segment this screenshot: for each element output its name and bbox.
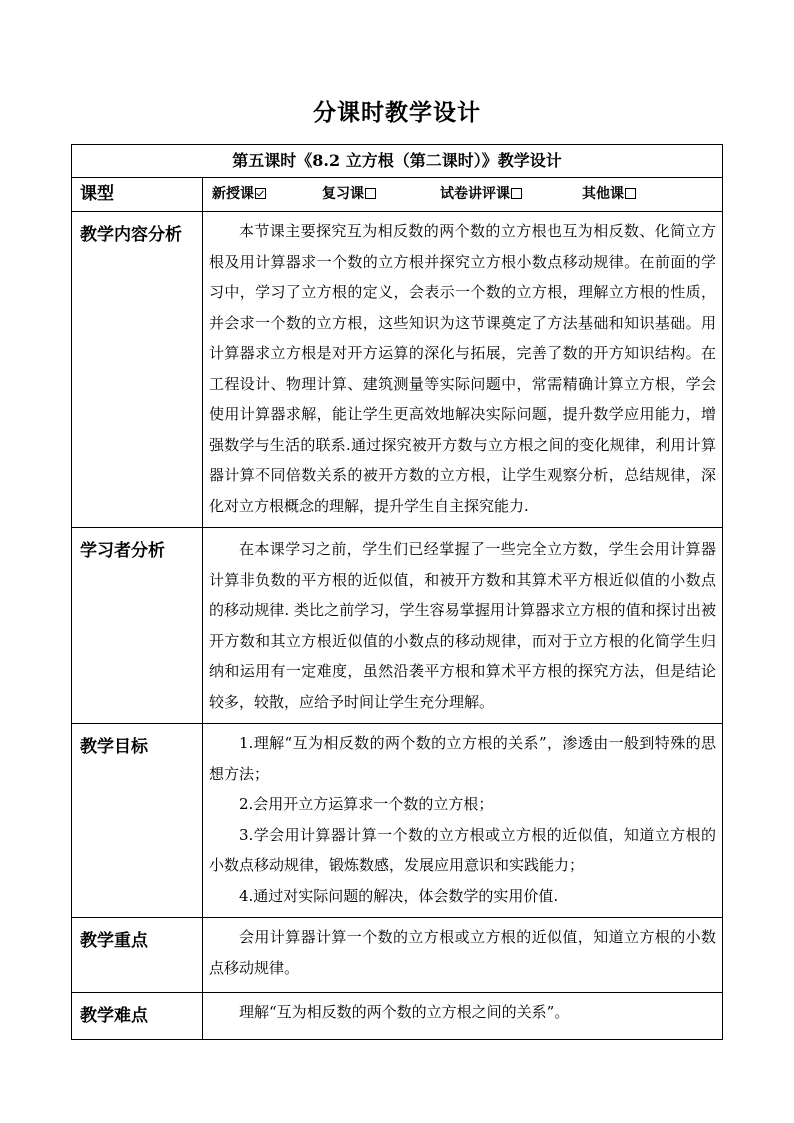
learner-analysis-label: 学习者分析	[72, 528, 203, 724]
lesson-type-option-new[interactable]: 新授课	[212, 178, 322, 211]
objective-item: 1.理解“互为相反数的两个数的立方根的关系”，渗透由一般到特殊的思想方法；	[209, 734, 716, 783]
lesson-heading: 第五课时《8.2 立方根（第二课时）》教学设计	[72, 145, 723, 178]
lesson-type-options	[203, 178, 722, 211]
difficulties-label: 教学难点	[72, 993, 203, 1040]
key-points-text: 会用计算器计算一个数的立方根或立方根的近似值，知道立方根的小数点移动规律。	[209, 928, 716, 977]
content-analysis-row	[72, 212, 723, 528]
content-analysis-text: 本节课主要探究互为相反数的两个数的立方根也互为相反数、化简立方根及用计算器求一个数的立方根并探究立方根小数点移动规律。在前面的学习中，学习了立方根的定义，会表示一个数的立方根，理解立方根的性质，并会求一个数的立方根，这些知识为这节课奠定了方法基础和知识基础。用计算器求立方根是对开方运算的深化与拓展，完善了数的开方知识结构。在工程设计、物理计算、建筑测量等实际问题中，常需精确计算立方根，学会使用计算器求解，能让学生更高效地解决实际问题，提升数学应用能力，增强数学与生活的联系.通过探究被开方数与立方根之间的变化规律，利用计算器计算不同倍数关系的被开方数的立方根，让学生观察分析，总结规律，深化对立方根概念的理解，提升学生自主探究能力.	[209, 222, 716, 515]
objective-item: 4.通过对实际问题的解决，体会数学的实用价值.	[239, 886, 559, 905]
checkbox-icon[interactable]	[365, 188, 376, 199]
key-points-label: 教学重点	[72, 918, 203, 993]
checked-checkbox-icon[interactable]	[255, 188, 266, 199]
learner-analysis-row	[72, 528, 723, 724]
lesson-type-option-exam-review[interactable]: 试卷讲评课	[440, 178, 582, 211]
difficulties-text: 理解“互为相反数的两个数的立方根之间的关系”。	[239, 1003, 570, 1021]
key-points-row	[72, 918, 723, 993]
content-analysis-label: 教学内容分析	[72, 212, 203, 528]
objective-item: 2.会用开立方运算求一个数的立方根；	[239, 795, 494, 813]
lesson-type-row	[72, 178, 723, 212]
objectives-row	[72, 724, 723, 918]
checkbox-icon[interactable]	[625, 188, 636, 199]
checkbox-icon[interactable]	[511, 188, 522, 199]
lesson-type-option-other[interactable]: 其他课	[582, 178, 636, 211]
lesson-type-option-review[interactable]: 复习课	[322, 178, 440, 211]
lesson-plan-table	[71, 144, 723, 1040]
objective-item: 3.学会用计算器计算一个数的立方根或立方根的近似值，知道立方根的小数点移动规律，锻炼数感，发展应用意识和实践能力；	[209, 825, 716, 874]
learner-analysis-text: 在本课学习之前，学生们已经掌握了一些完全立方数，学生会用计算器计算非负数的平方根的近似值，和被开方数和其算术平方根近似值的小数点的移动规律. 类比之前学习，学生容易掌握用计算器求立方根的值和探讨出被开方数和其立方根近似值的小数点的移动规律，而对于立方根的化简学生归纳和运用有一定难度，虽然沿袭平方根和算术平方根的探究方法，但是结论较多，较散，应给予时间让学生充分理解。	[209, 540, 716, 711]
objectives-label: 教学目标	[72, 724, 203, 918]
lesson-type-label: 课型	[72, 178, 203, 212]
page-title: 分课时教学设计	[313, 99, 481, 126]
difficulties-row	[72, 993, 723, 1040]
